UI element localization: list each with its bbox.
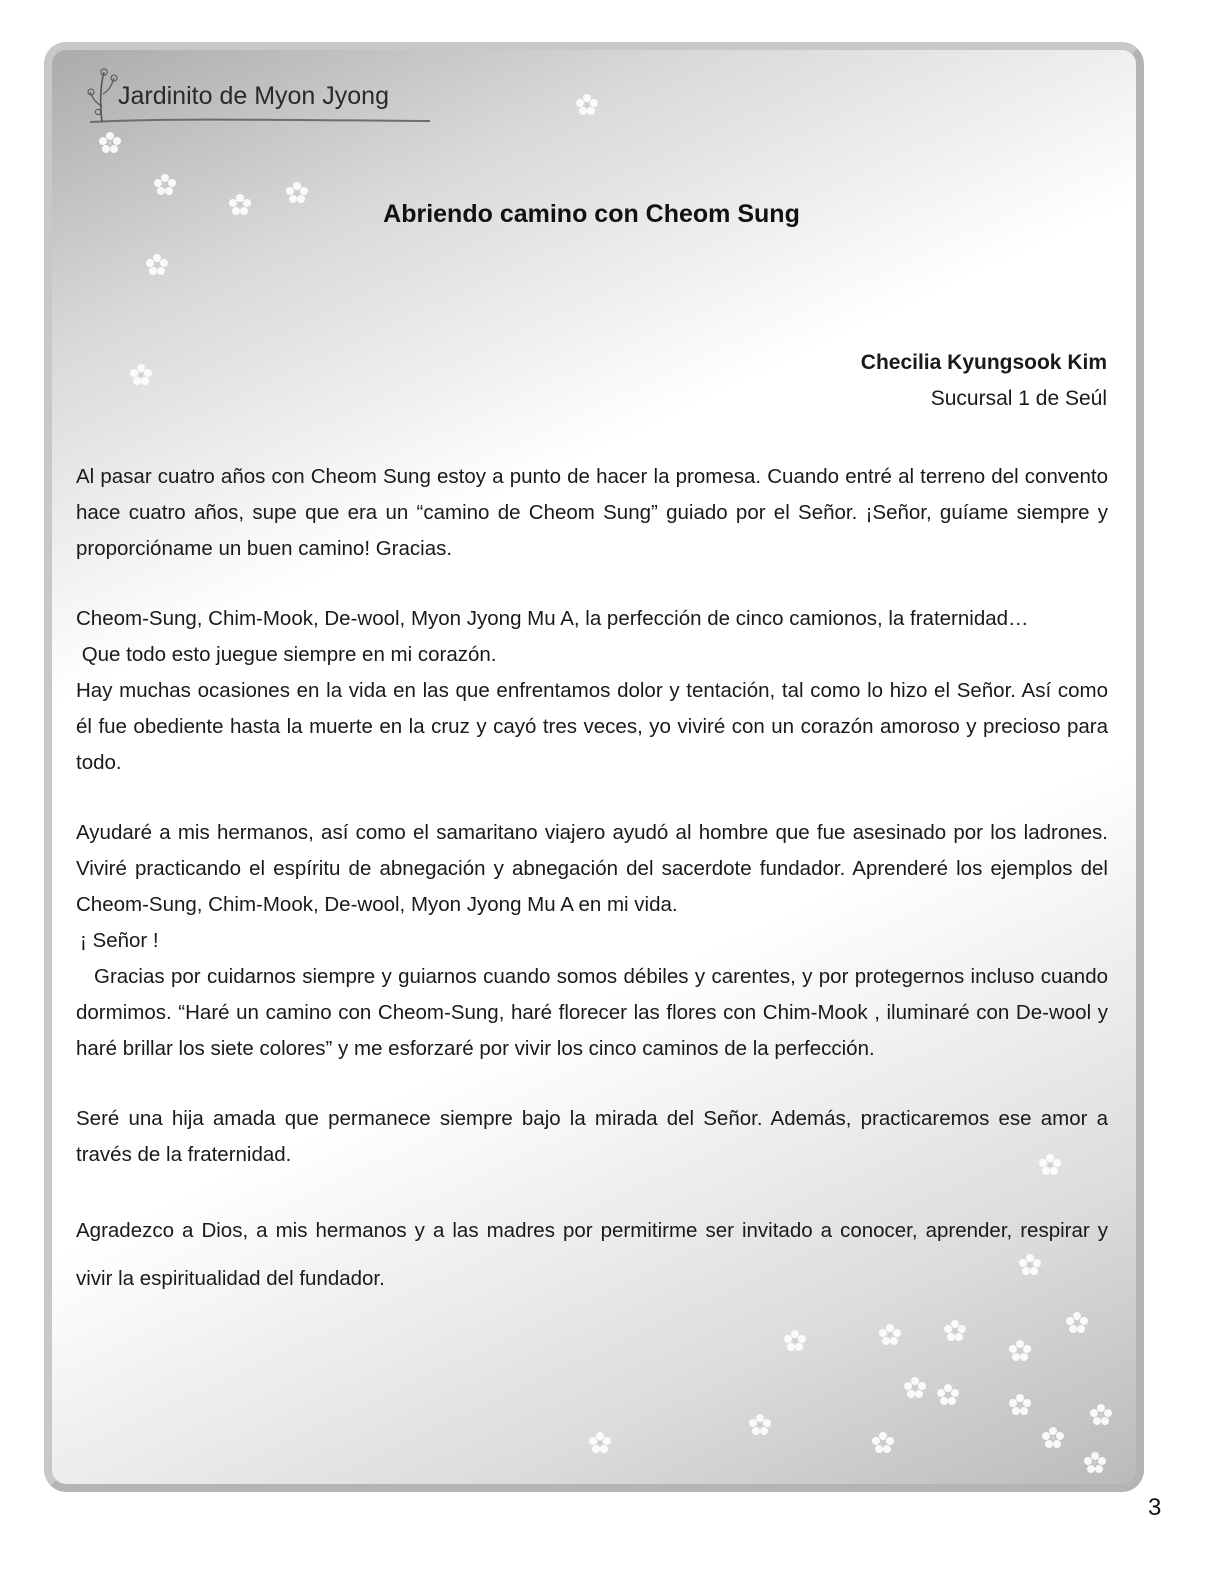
article-body [76,459,1108,1337]
paragraph: Gracias por cuidarnos siempre y guiarnos cuando somos débiles y carentes, y por protegernos incluso cuando dormimos. “Haré un camino con Cheom-Sung, haré florecer las flores con Chim-Mook , iluminaré con De-wool y haré brillar los siete colores” y me esforzaré por vivir los cinco caminos de la perfección. [76,965,1108,1060]
flower-icon [589,1432,611,1454]
paragraph: ¡ Señor ! [80,929,159,952]
flower-icon [749,1414,771,1436]
flower-icon [576,94,598,116]
byline [861,345,1107,417]
section-title: Jardinito de Myon Jyong [118,82,389,110]
flower-icon [1090,1404,1112,1426]
paragraph-line: Cheom-Sung, Chim-Mook, De-wool, Myon Jyong Mu A, la perfección de cinco camionos, la fraternidad… [76,607,1029,630]
author-name: Checilia Kyungsook Kim [860,351,1107,374]
article-title: Abriendo camino con Cheom Sung [383,200,800,228]
paragraph-line: Que todo esto juegue siempre en mi corazón. [76,643,497,666]
flower-icon [1042,1427,1064,1449]
flower-icon [872,1432,894,1454]
paragraph [76,601,1108,673]
author-branch: Sucursal 1 de Seúl [930,387,1107,410]
paragraph: Al pasar cuatro años con Cheom Sung estoy a punto de hacer la promesa. Cuando entré al terreno del convento hace cuatro años, supe que era un “camino de Cheom Sung” guiado por el Señor. ¡Señor, guíame siempre y proporcióname un buen camino! Gracias. [76,465,1108,560]
flower-icon [146,254,168,276]
flower-icon [130,364,152,386]
section-header [80,66,440,126]
flower-icon [154,174,176,196]
paragraph: Ayudaré a mis hermanos, así como el samaritano viajero ayudó al hombre que fue asesinado por los ladrones. Viviré practicando el espíritu de abnegación y abnegación del sacerdote fundador. Aprenderé los ejemplos del Cheom-Sung, Chim-Mook, De-wool, Myon Jyong Mu A en mi vida. [76,821,1108,916]
flower-icon [99,132,121,154]
flower-icon [1084,1452,1106,1474]
flower-icon [904,1377,926,1399]
flower-icon [1009,1340,1031,1362]
paragraph: Agradezco a Dios, a mis hermanos y a las madres por permitirme ser invitado a conocer, aprender, respirar y vivir la espiritualidad del fundador. [76,1219,1108,1290]
paragraph: Hay muchas ocasiones en la vida en las que enfrentamos dolor y tentación, tal como lo hizo el Señor. Así como él fue obediente hasta la muerte en la cruz y cayó tres veces, yo viviré con un corazón amoroso y precioso para todo. [76,679,1108,774]
flower-icon [937,1384,959,1406]
flower-icon [1009,1394,1031,1416]
page-number: 3 [1148,1494,1162,1521]
paragraph: Seré una hija amada que permanece siempre bajo la mirada del Señor. Además, practicaremos ese amor a través de la fraternidad. [76,1107,1108,1166]
